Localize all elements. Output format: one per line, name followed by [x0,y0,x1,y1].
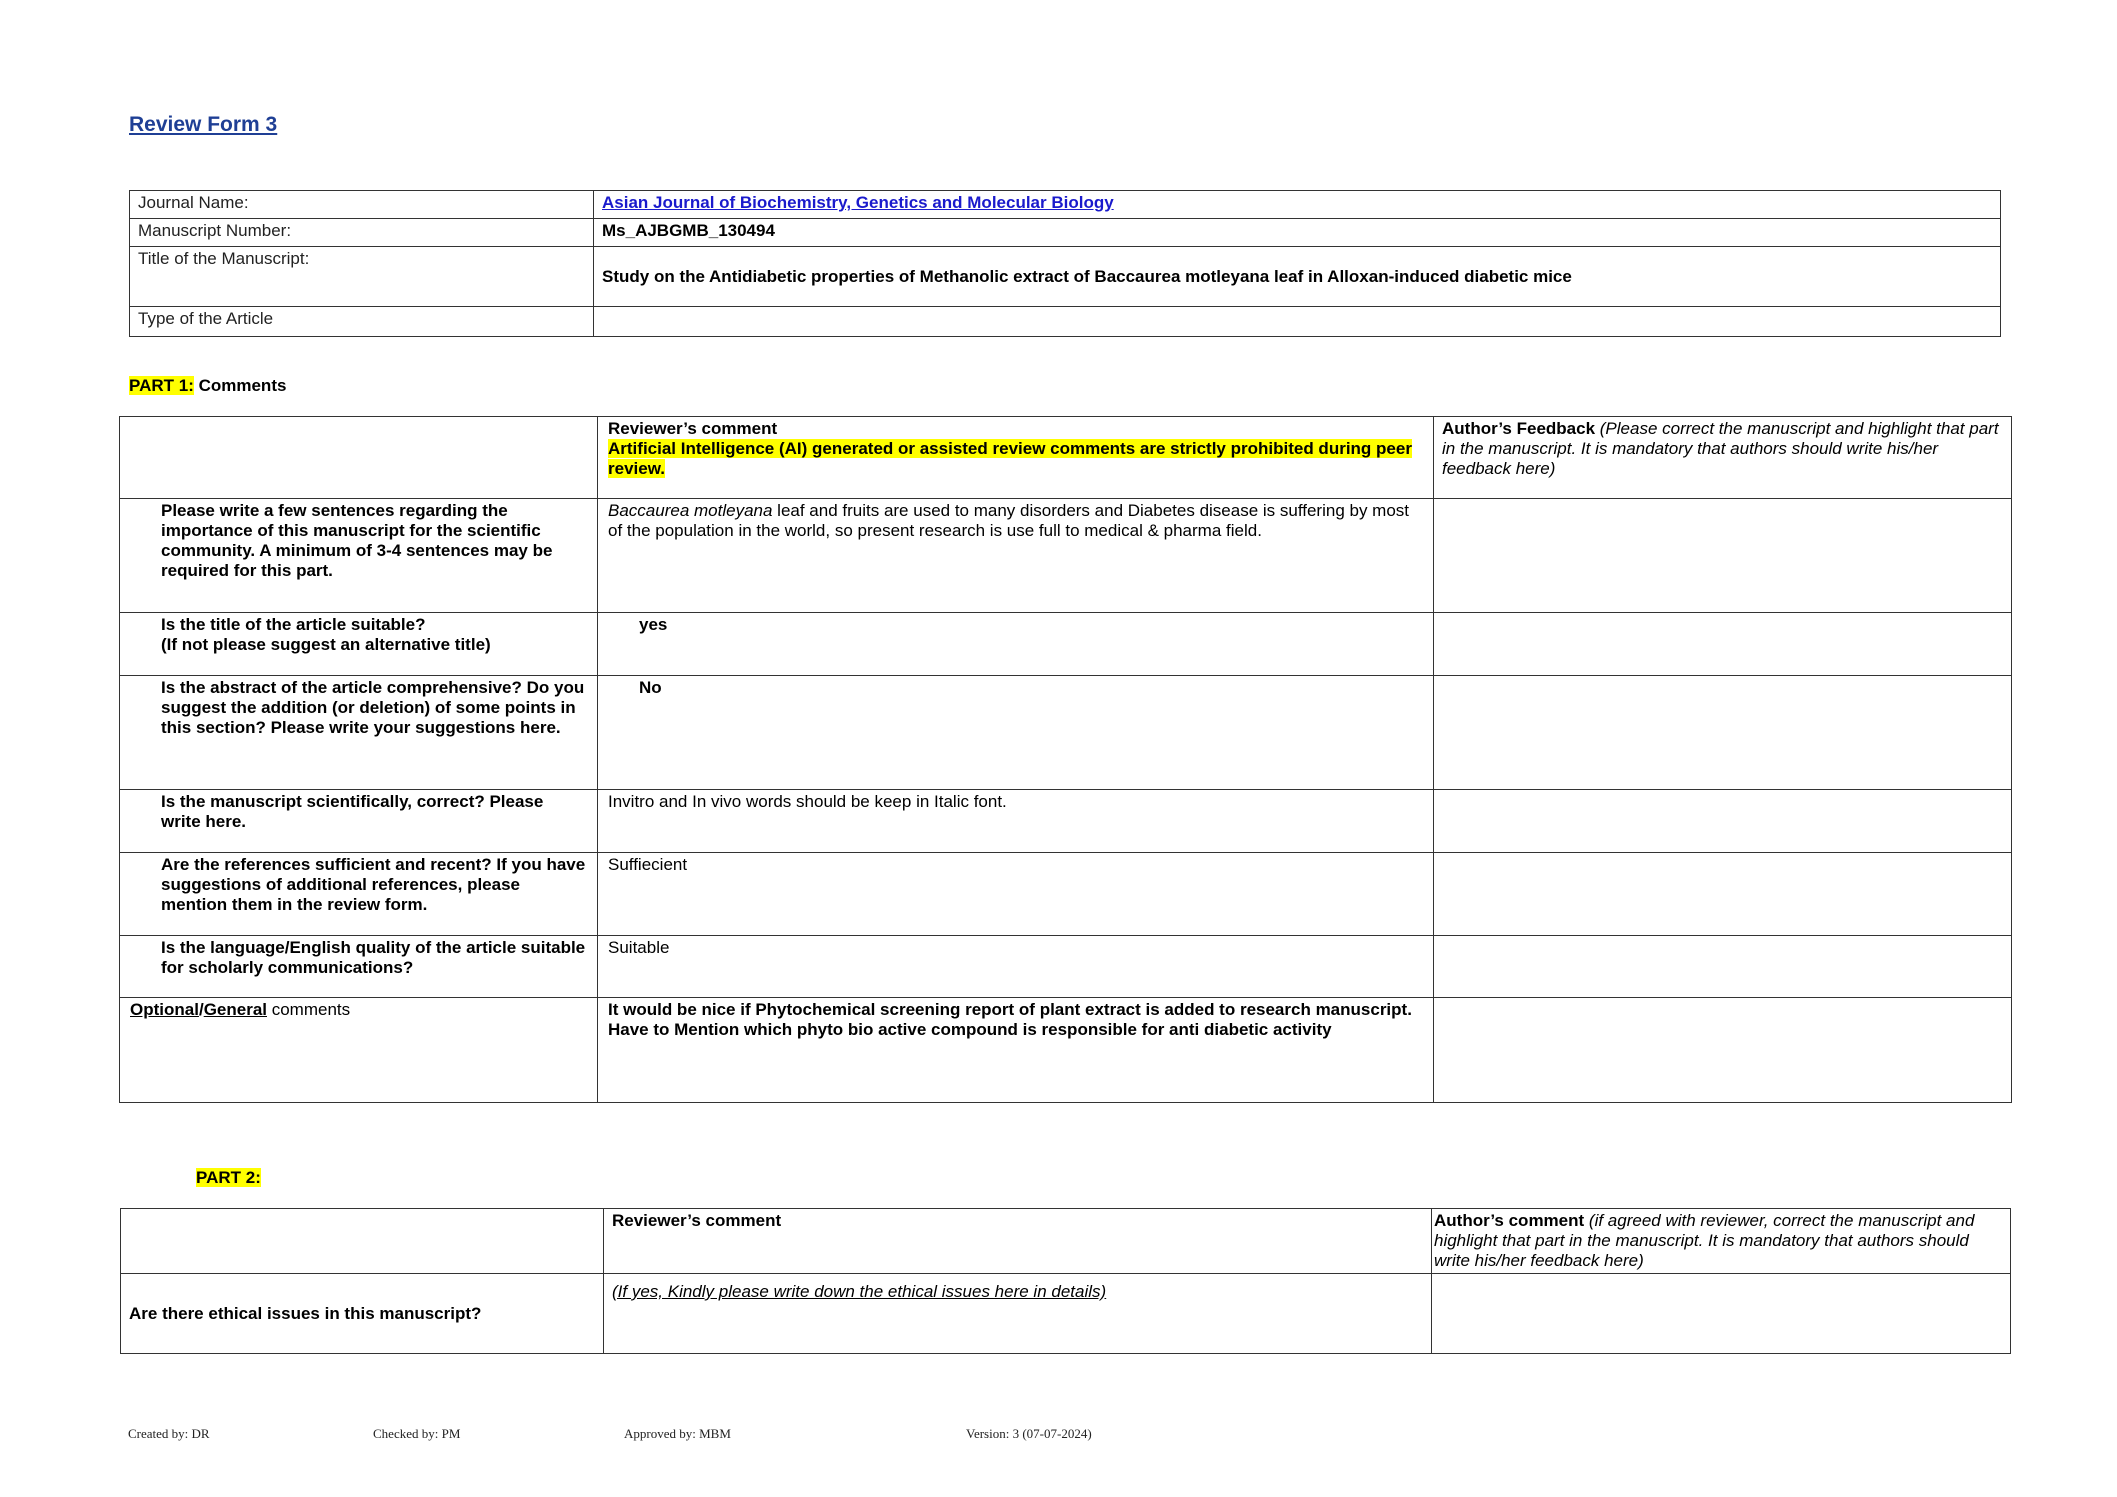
journal-label: Journal Name: [130,191,594,219]
journal-value [594,191,2001,219]
article-type-label: Type of the Article [130,307,594,337]
part2-ethics-table [120,1208,2011,1354]
part1-label-highlight: PART 1: [129,376,194,395]
manuscript-title-label: Title of the Manuscript: [130,247,594,307]
manuscript-number-value: Ms_AJBGMB_130494 [594,219,2001,247]
author-comment-cell[interactable] [1432,1274,2011,1354]
table-row [120,936,2012,998]
header-empty-cell [120,417,598,499]
part1-label [129,376,286,396]
question-importance: Please write a few sentences regarding the importance of this manuscript for the scientific community. A minimum of 3-4 sentences may be required for this part. [120,499,598,613]
part2-header-empty-cell [121,1209,604,1274]
ethics-answer-cell[interactable] [604,1274,1432,1354]
table-row [120,613,2012,676]
answer-species-name: Baccaurea motleyana [608,501,773,520]
table-row [120,499,2012,613]
part2-author-comment-header: Author’s comment (if agreed with reviewer, correct the manuscript and highlight that part in the manuscript. It is mandatory that authors should write his/her feedback here) [1432,1209,2011,1274]
form-title: Review Form 3 [129,113,278,136]
author-feedback-instructions: (Please correct the manuscript and highlight that part in the manuscript. It is mandatory that authors should write his/her feedback here) [1442,419,1999,478]
article-type-value[interactable] [594,307,2001,337]
author-feedback-cell[interactable] [1434,613,2012,676]
author-feedback-cell[interactable] [1434,499,2012,613]
answer-references: Suffiecient [598,853,1434,936]
reviewer-comment-header [598,417,1434,499]
author-feedback-cell[interactable] [1434,853,2012,936]
author-feedback-header [1434,417,2012,499]
part2-label: PART 2: [196,1168,261,1187]
reviewer-comment-heading: Reviewer’s comment [608,419,778,438]
ethics-prompt: (If yes, Kindly please write down the ethical issues here in details) [612,1282,1107,1301]
author-feedback-cell[interactable] [1434,676,2012,790]
footer-version: Version: 3 (07-07-2024) [966,1426,1092,1441]
ethics-question: Are there ethical issues in this manuscript? [121,1274,604,1354]
author-feedback-heading: Author’s Feedback [1442,419,1596,438]
table-row [121,1274,2011,1354]
journal-link[interactable]: Asian Journal of Biochemistry, Genetics and Molecular Biology [602,193,1114,212]
answer-scientific: Invitro and In vivo words should be keep in Italic font. [598,790,1434,853]
optional-comments-label: Optional/General comments [120,998,598,1103]
question-abstract: Is the abstract of the article comprehensive? Do you suggest the addition (or deletion) of some points in this section? Please write your suggestions here. [120,676,598,790]
author-feedback-cell[interactable] [1434,936,2012,998]
manuscript-number-label: Manuscript Number: [130,219,594,247]
answer-abstract: No [598,676,1434,790]
table-row [120,853,2012,936]
question-language: Is the language/English quality of the article suitable for scholarly communications? [120,936,598,998]
table-row [120,676,2012,790]
manuscript-title-value: Study on the Antidiabetic properties of Methanolic extract of Baccaurea motleyana leaf in Alloxan-induced diabetic mice [594,247,2001,307]
footer-checked-by: Checked by: PM [373,1426,461,1441]
answer-importance-text: leaf and fruits are used to many disorders and Diabetes disease is suffering by most of the population in the world, so present research is use full to medical & pharma field. [608,501,1410,540]
answer-language: Suitable [598,936,1434,998]
author-feedback-cell[interactable] [1434,998,2012,1103]
question-title-suitable: Is the title of the article suitable? (If not please suggest an alternative title) [120,613,598,676]
part1-comments-table [119,416,2012,1103]
question-references: Are the references sufficient and recent? If you have suggestions of additional references, please mention them in the review form. [120,853,598,936]
answer-title-suitable: yes [598,613,1434,676]
footer-approved-by: Approved by: MBM [624,1426,731,1441]
manuscript-info-table [129,190,2001,337]
footer-created-by: Created by: DR [128,1426,210,1441]
table-row [120,998,2012,1103]
part1-label-rest: Comments [193,376,287,395]
part2-reviewer-comment-header: Reviewer’s comment [604,1209,1432,1274]
optional-comments-answer: It would be nice if Phytochemical screening report of plant extract is added to research manuscript. Have to Mention which phyto bio active compound is responsible for anti diabetic activity [598,998,1434,1103]
question-scientific: Is the manuscript scientifically, correct? Please write here. [120,790,598,853]
answer-importance [598,499,1434,613]
table-row [120,790,2012,853]
ai-warning: Artificial Intelligence (AI) generated or assisted review comments are strictly prohibited during peer review. [608,439,1412,478]
author-feedback-cell[interactable] [1434,790,2012,853]
